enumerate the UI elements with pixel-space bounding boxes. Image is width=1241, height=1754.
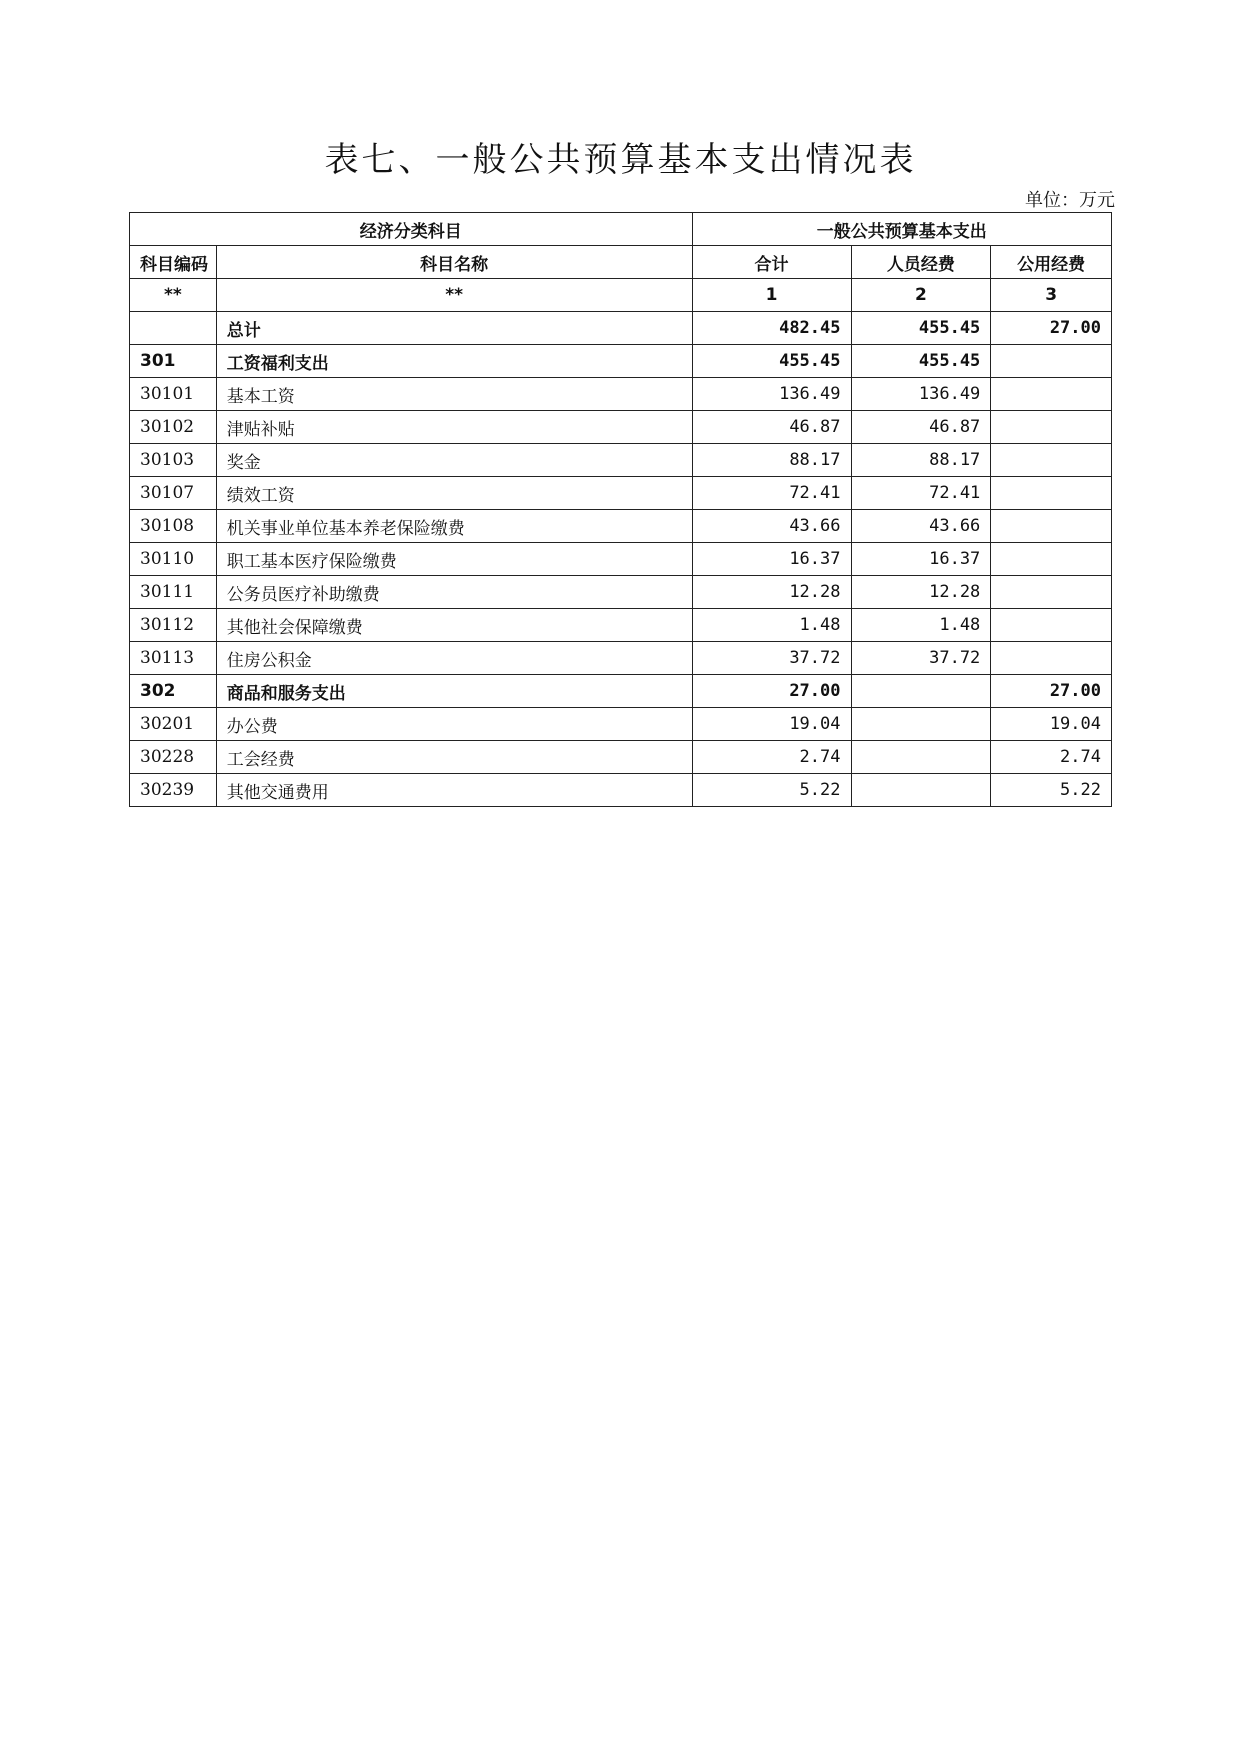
budget-table: [129, 212, 1112, 807]
row-code: 301: [130, 345, 217, 378]
row-personnel: 72.41: [851, 477, 991, 510]
row-code: 30228: [130, 741, 217, 774]
code-column-header: 科目编码: [130, 246, 217, 279]
row-code: 30103: [130, 444, 217, 477]
row-personnel: 43.66: [851, 510, 991, 543]
row-total: 482.45: [692, 312, 851, 345]
row-public: 27.00: [991, 675, 1112, 708]
row-personnel: 455.45: [851, 345, 991, 378]
row-total: 12.28: [692, 576, 851, 609]
row-personnel: [851, 675, 991, 708]
row-total: 72.41: [692, 477, 851, 510]
row-name: 办公费: [216, 708, 692, 741]
table-row: [130, 609, 1112, 642]
row-total: 46.87: [692, 411, 851, 444]
table-row: [130, 543, 1112, 576]
index-row: [130, 279, 1112, 312]
row-code: 302: [130, 675, 217, 708]
row-total: 19.04: [692, 708, 851, 741]
row-public: 2.74: [991, 741, 1112, 774]
index-personnel: 2: [851, 279, 991, 312]
row-total: 2.74: [692, 741, 851, 774]
table-row: [130, 510, 1112, 543]
row-personnel: 1.48: [851, 609, 991, 642]
row-personnel: 88.17: [851, 444, 991, 477]
row-public: [991, 411, 1112, 444]
table-row: [130, 708, 1112, 741]
row-total: 43.66: [692, 510, 851, 543]
row-public: [991, 576, 1112, 609]
row-public: [991, 345, 1112, 378]
table-row: [130, 741, 1112, 774]
row-public: 27.00: [991, 312, 1112, 345]
row-total: 1.48: [692, 609, 851, 642]
table-row: [130, 312, 1112, 345]
row-code: 30102: [130, 411, 217, 444]
row-name: 机关事业单位基本养老保险缴费: [216, 510, 692, 543]
table-row: [130, 477, 1112, 510]
row-total: 136.49: [692, 378, 851, 411]
row-code: [130, 312, 217, 345]
row-personnel: [851, 708, 991, 741]
basic-expenditure-header: 一般公共预算基本支出: [692, 213, 1111, 246]
row-name: 奖金: [216, 444, 692, 477]
row-code: 30239: [130, 774, 217, 807]
table-row: [130, 675, 1112, 708]
group-header-row: [130, 213, 1112, 246]
row-name: 基本工资: [216, 378, 692, 411]
name-column-header: 科目名称: [216, 246, 692, 279]
row-code: 30107: [130, 477, 217, 510]
table-row: [130, 576, 1112, 609]
row-name: 住房公积金: [216, 642, 692, 675]
row-code: 30201: [130, 708, 217, 741]
row-code: 30108: [130, 510, 217, 543]
row-name: 津贴补贴: [216, 411, 692, 444]
row-public: [991, 477, 1112, 510]
row-name: 其他社会保障缴费: [216, 609, 692, 642]
row-total: 5.22: [692, 774, 851, 807]
row-public: 19.04: [991, 708, 1112, 741]
row-total: 37.72: [692, 642, 851, 675]
personnel-column-header: 人员经费: [851, 246, 991, 279]
total-column-header: 合计: [692, 246, 851, 279]
row-personnel: 12.28: [851, 576, 991, 609]
row-personnel: 37.72: [851, 642, 991, 675]
public-column-header: 公用经费: [991, 246, 1112, 279]
page-title: 表七、一般公共预算基本支出情况表: [324, 140, 917, 180]
economic-category-header: 经济分类科目: [130, 213, 693, 246]
row-name: 绩效工资: [216, 477, 692, 510]
row-name: 工会经费: [216, 741, 692, 774]
column-header-row: [130, 246, 1112, 279]
row-public: [991, 642, 1112, 675]
row-code: 30111: [130, 576, 217, 609]
row-public: [991, 609, 1112, 642]
row-public: 5.22: [991, 774, 1112, 807]
row-total: 88.17: [692, 444, 851, 477]
row-name: 总计: [216, 312, 692, 345]
unit-label: 单位：万元: [1025, 190, 1115, 211]
table-row: [130, 411, 1112, 444]
index-public: 3: [991, 279, 1112, 312]
row-personnel: [851, 741, 991, 774]
table-row: [130, 774, 1112, 807]
row-name: 职工基本医疗保险缴费: [216, 543, 692, 576]
row-personnel: 455.45: [851, 312, 991, 345]
index-total: 1: [692, 279, 851, 312]
row-total: 16.37: [692, 543, 851, 576]
row-personnel: 16.37: [851, 543, 991, 576]
row-public: [991, 543, 1112, 576]
row-personnel: 46.87: [851, 411, 991, 444]
table-row: [130, 444, 1112, 477]
row-personnel: [851, 774, 991, 807]
table-row: [130, 345, 1112, 378]
row-code: 30112: [130, 609, 217, 642]
table-body: [130, 312, 1112, 807]
index-name: **: [216, 279, 692, 312]
row-name: 工资福利支出: [216, 345, 692, 378]
row-public: [991, 378, 1112, 411]
row-code: 30101: [130, 378, 217, 411]
row-public: [991, 444, 1112, 477]
table-row: [130, 378, 1112, 411]
row-code: 30113: [130, 642, 217, 675]
index-code: **: [130, 279, 217, 312]
row-code: 30110: [130, 543, 217, 576]
row-total: 27.00: [692, 675, 851, 708]
row-name: 其他交通费用: [216, 774, 692, 807]
row-total: 455.45: [692, 345, 851, 378]
row-name: 公务员医疗补助缴费: [216, 576, 692, 609]
row-personnel: 136.49: [851, 378, 991, 411]
row-name: 商品和服务支出: [216, 675, 692, 708]
table-row: [130, 642, 1112, 675]
row-public: [991, 510, 1112, 543]
